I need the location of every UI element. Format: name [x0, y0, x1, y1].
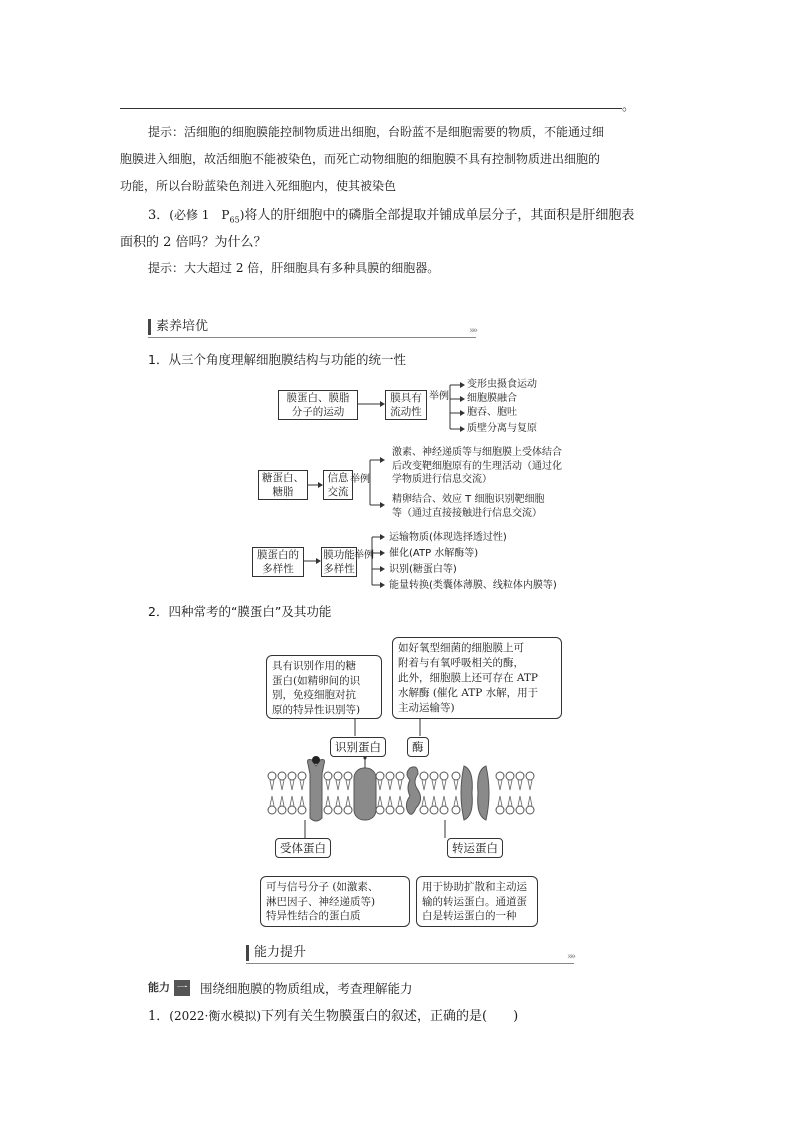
callout-receptor-protein: 可与信号分子 (如激素、 淋巴因子、神经递质等) 特异性结合的蛋白质 [260, 876, 410, 927]
chevron-right-icon: »» [566, 952, 574, 962]
question-1 [148, 1004, 518, 1029]
question-3-source: (必修 1 $P_{65}$) [169, 208, 245, 225]
item-2-heading: 2．四种常考的“膜蛋白”及其功能 [148, 604, 332, 619]
ability-description: 围绕细胞膜的物质组成，考查理解能力 [200, 981, 413, 996]
fluidity-example-1: 变形虫摄食运动 [467, 379, 537, 390]
fluidity-example-3: 胞吞、胞吐 [467, 407, 517, 418]
function-example-4: 能量转换(类囊体薄膜、线粒体内膜等) [389, 580, 557, 591]
info-exchange-example-1: 激素、神经递质等与细胞膜上受体结合 后改变靶细胞原有的生理活动（通过化 学物质进行信息交流） [392, 447, 562, 485]
callout-enzyme: 如好氧型细菌的细胞膜上可 附着与有氧呼吸相关的酶， 此外，细胞膜上还可存在 ATP 水解酶 (催化 ATP 水解，用于 主动运输等) [392, 637, 562, 719]
question-1-text: 下列有关生物膜蛋白的叙述，正确的是( ) [261, 1009, 519, 1024]
question-3-line-1: 将人的肝细胞中的磷脂全部提取并铺成单层分子，其面积是肝细胞表 [244, 208, 635, 223]
ability-label: 能力 [148, 981, 170, 994]
chevron-right-icon: »» [468, 326, 476, 336]
box-information-exchange: 信息 交流 [323, 470, 353, 500]
box-membrane-protein-diversity: 膜蛋白的 多样性 [252, 547, 304, 577]
section-underline [246, 963, 574, 964]
section-marker [246, 945, 249, 961]
answer-blank-end: 。 [622, 99, 636, 114]
question-3-line-2: 面积的 2 倍吗？为什么？ [120, 235, 267, 250]
info-exchange-example-2: 精卵结合、效应 T 细胞识别靶细胞 等（通过直接接触进行信息交流） [392, 494, 545, 519]
fluidity-example-4: 质壁分离与复原 [467, 423, 537, 434]
channel-protein-right [478, 766, 489, 820]
hint-1-line-1: 活细胞的细胞膜能控制物质进出细胞，台盼蓝不是细胞需要的物质，不能通过细 [184, 125, 605, 139]
box-membrane-fluidity: 膜具有 流动性 [385, 390, 427, 420]
box-glycoprotein-glycolipid: 糖蛋白、 糖脂 [258, 470, 308, 500]
item-1-heading: 1．从三个角度理解细胞膜结构与功能的统一性 [148, 352, 406, 367]
callout-transport-protein: 用于协助扩散和主动运 输的转运蛋白。通道蛋 白是转运蛋白的一种 [416, 876, 538, 927]
hint-1-line-2: 胞膜进入细胞，故活细胞不能被染色，而死亡动物细胞的细胞膜不具有控制物质进出细胞的 [120, 152, 601, 166]
box-membrane-molecule-movement: 膜蛋白、膜脂 分子的运动 [278, 390, 358, 420]
hint-label: 提示： [148, 261, 185, 275]
label-receptor-protein: 受体蛋白 [275, 838, 331, 858]
label-transport-protein: 转运蛋白 [447, 838, 503, 858]
fluidity-example-2: 细胞膜融合 [467, 393, 517, 404]
function-example-3: 识别(糖蛋白等) [389, 564, 457, 575]
function-example-2: 催化(ATP 水解酶等) [389, 548, 479, 559]
question-3-number: 3． [148, 208, 170, 223]
function-example-1: 运输物质(体现选择透过性) [389, 532, 507, 543]
channel-protein-left [461, 766, 472, 820]
receptor-protein-shape [308, 756, 325, 821]
example-label: 举例 [350, 474, 370, 485]
label-enzyme: 酶 [407, 737, 429, 757]
label-recognition-protein: 识别蛋白 [330, 737, 386, 757]
box-membrane-function-diversity: 膜功能 多样性 [321, 547, 357, 577]
ability-number: 一 [174, 980, 190, 996]
hint-2-text: 大大超过 2 倍，肝细胞具有多种具膜的细胞器。 [184, 261, 440, 275]
enzyme-shape [406, 767, 420, 814]
question-1-source: (2022·衡水模拟) [169, 1009, 261, 1023]
membrane-diagram [260, 718, 540, 888]
example-label: 举例 [429, 391, 449, 402]
section-title: 素养培优 [156, 319, 209, 334]
question-1-number: 1． [148, 1009, 170, 1024]
callout-recognition-protein: 具有识别作用的糖 蛋白(如精卵间的识 别，免疫细胞对抗 原的特异性识别等) [266, 655, 382, 719]
section-header-nengli [246, 944, 574, 964]
hint-label: 提示： [148, 125, 185, 139]
example-label: 举例 [354, 550, 374, 561]
glycoprotein-shape [354, 751, 376, 821]
section-title: 能力提升 [254, 945, 307, 960]
hint-1-line-3: 功能，所以台盼蓝染色剂进入死细胞内，使其被染色 [120, 179, 397, 193]
ability-badge [148, 980, 192, 996]
